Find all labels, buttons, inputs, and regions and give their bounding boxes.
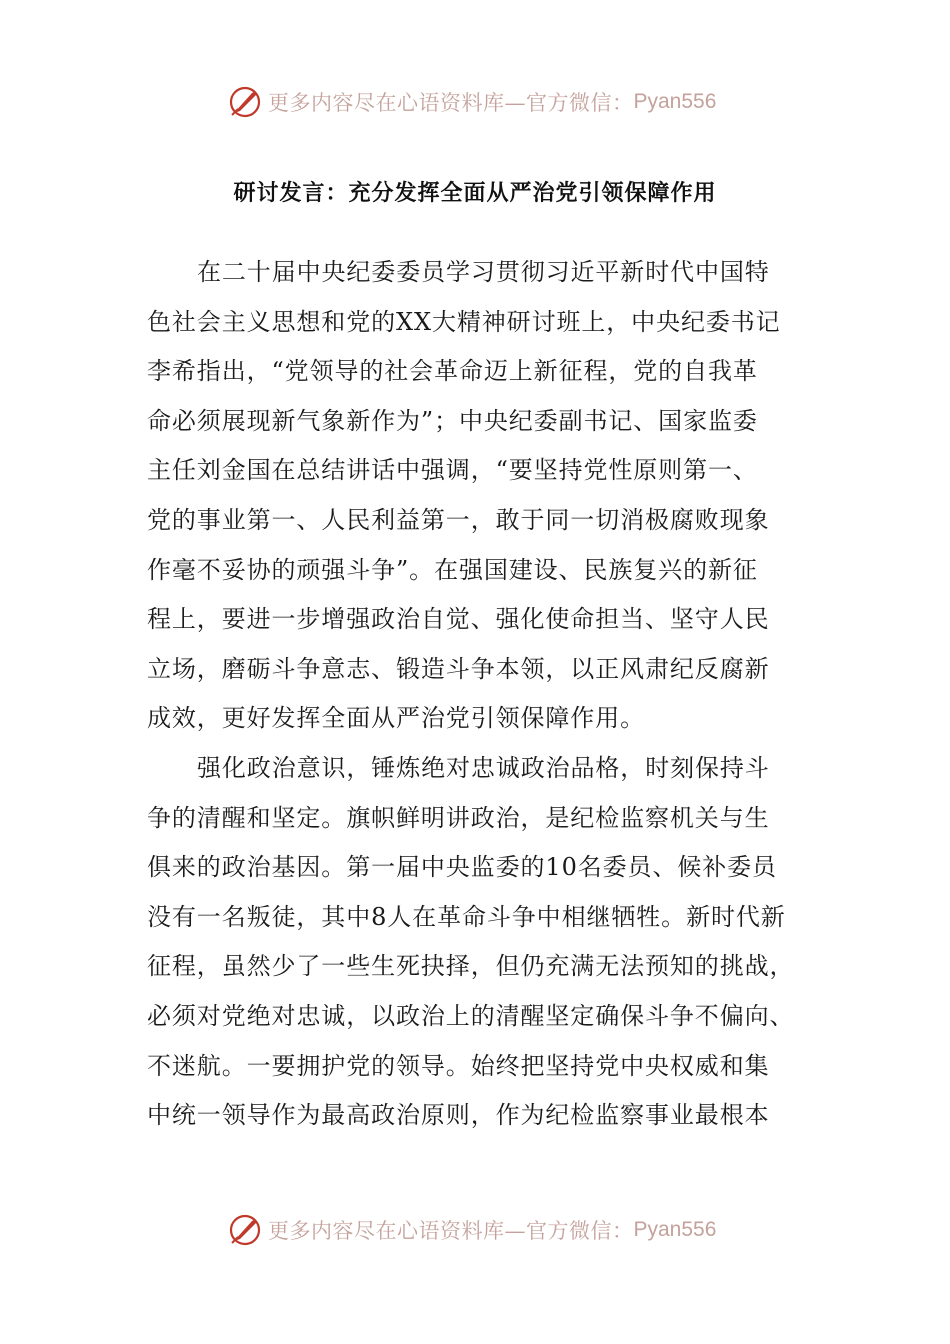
paragraph-line: 党的事业第一、人民利益第一，敢于同一切消极腐败现象 bbox=[147, 505, 770, 534]
watermark-wechat-id: Pyan556 bbox=[633, 1218, 717, 1241]
paragraph-line: 作毫不妥协的顽强斗争”。在强国建设、民族复兴的新征 bbox=[147, 555, 758, 584]
paragraph-line: 没有一名叛徒，其中8人在革命斗争中相继牺牲。新时代新 bbox=[147, 902, 786, 931]
paragraph-line: 程上，要进一步增强政治自觉、强化使命担当、坚守人民 bbox=[147, 605, 770, 634]
paragraph-line: 不迷航。一要拥护党的领导。始终把坚持党中央权威和集 bbox=[147, 1051, 770, 1080]
paragraph-line: 李希指出，“党领导的社会革命迈上新征程，党的自我革 bbox=[147, 357, 758, 386]
watermark-wechat-id: Pyan556 bbox=[633, 90, 717, 113]
paragraph-line: 俱来的政治基因。第一届中央监委的10名委员、候补委员 bbox=[147, 853, 777, 882]
paragraph-line: 成效，更好发挥全面从严治党引领保障作用。 bbox=[147, 704, 645, 733]
footer-watermark bbox=[228, 1210, 716, 1250]
paragraph-line: 在二十届中央纪委委员学习贯彻习近平新时代中国特 bbox=[197, 258, 770, 286]
paragraph-line: 争的清醒和坚定。旗帜鲜明讲政治，是纪检监察机关与生 bbox=[147, 803, 770, 832]
paragraph-line: 强化政治意识，锤炼绝对忠诚政治品格，时刻保持斗 bbox=[197, 753, 770, 782]
watermark-text: 更多内容尽在心语资料库—官方微信： bbox=[268, 1219, 634, 1243]
paragraph-line: 中统一领导作为最高政治原则，作为纪检监察事业最根本 bbox=[147, 1101, 770, 1130]
quill-logo-icon bbox=[228, 85, 262, 119]
paragraph-line: 色社会主义思想和党的XX大精神研讨班上，中央纪委书记 bbox=[147, 307, 781, 336]
header-watermark bbox=[228, 82, 716, 122]
paragraph-line: 必须对党绝对忠诚，以政治上的清醒坚定确保斗争不偏向、 bbox=[147, 1001, 795, 1030]
paragraph-line: 征程，虽然少了一些生死抉择，但仍充满无法预知的挑战， bbox=[147, 952, 795, 981]
paragraph-line: 立场，磨砺斗争意志、锻造斗争本领，以正风肃纪反腐新 bbox=[147, 654, 770, 683]
document-title: 研讨发言：充分发挥全面从严治党引领保障作用 bbox=[233, 181, 717, 206]
paragraph-line: 主任刘金国在总结讲话中强调，“要坚持党性原则第一、 bbox=[147, 456, 758, 485]
paragraph-line: 命必须展现新气象新作为”；中央纪委副书记、国家监委 bbox=[147, 406, 758, 435]
watermark-text: 更多内容尽在心语资料库—官方微信： bbox=[268, 91, 634, 115]
document-body bbox=[147, 248, 807, 1141]
quill-logo-icon bbox=[228, 1213, 262, 1247]
